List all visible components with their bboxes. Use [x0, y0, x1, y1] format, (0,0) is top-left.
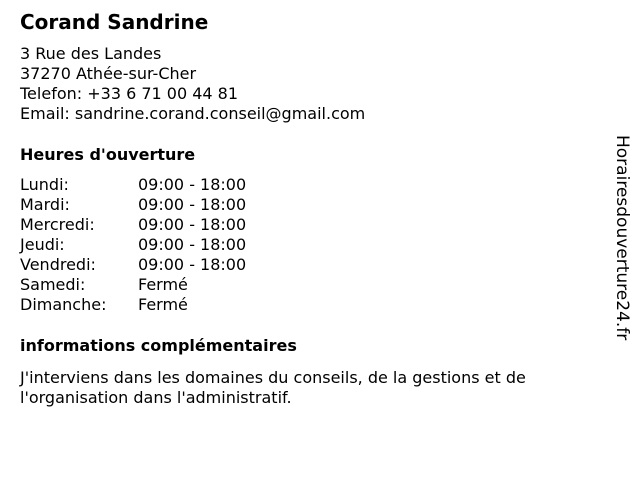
hours-row-wednesday: [20, 215, 590, 235]
hours-row-thursday: [20, 235, 590, 255]
hours-row-saturday: [20, 275, 590, 295]
time-value: 09:00 - 18:00: [138, 215, 247, 234]
time-value: 09:00 - 18:00: [138, 175, 247, 194]
time-value: 09:00 - 18:00: [138, 195, 247, 214]
extra-info-text: J'interviens dans les domaines du conseils, de la gestions et de l'organisation dans l'administratif.: [20, 368, 526, 407]
time-value: 09:00 - 18:00: [138, 255, 247, 274]
day-label: Mardi:: [20, 195, 70, 214]
hours-table: [20, 175, 590, 315]
day-label: Vendredi:: [20, 255, 96, 274]
day-label: Mercredi:: [20, 215, 95, 234]
address-line-1: 3 Rue des Landes: [20, 44, 162, 63]
address-line-2: 37270 Athée-sur-Cher: [20, 64, 197, 83]
time-value: 09:00 - 18:00: [138, 235, 247, 254]
extra-info-title: informations complémentaires: [20, 336, 297, 355]
hours-row-friday: [20, 255, 590, 275]
hours-title: Heures d'ouverture: [20, 145, 196, 164]
phone-text: Telefon: +33 6 71 00 44 81: [20, 84, 239, 103]
email-text: Email: sandrine.corand.conseil@gmail.com: [20, 104, 366, 123]
business-name: Corand Sandrine: [20, 10, 209, 34]
day-label: Samedi:: [20, 275, 86, 294]
day-label: Lundi:: [20, 175, 69, 194]
day-label: Jeudi:: [20, 235, 65, 254]
hours-row-sunday: [20, 295, 590, 315]
time-value: Fermé: [138, 275, 188, 294]
day-label: Dimanche:: [20, 295, 107, 314]
site-watermark: Horairesdouverture24.fr: [612, 135, 632, 341]
time-value: Fermé: [138, 295, 188, 314]
hours-row-monday: [20, 175, 590, 195]
hours-row-tuesday: [20, 195, 590, 215]
business-card: [20, 8, 590, 408]
contact-block: [20, 44, 590, 124]
